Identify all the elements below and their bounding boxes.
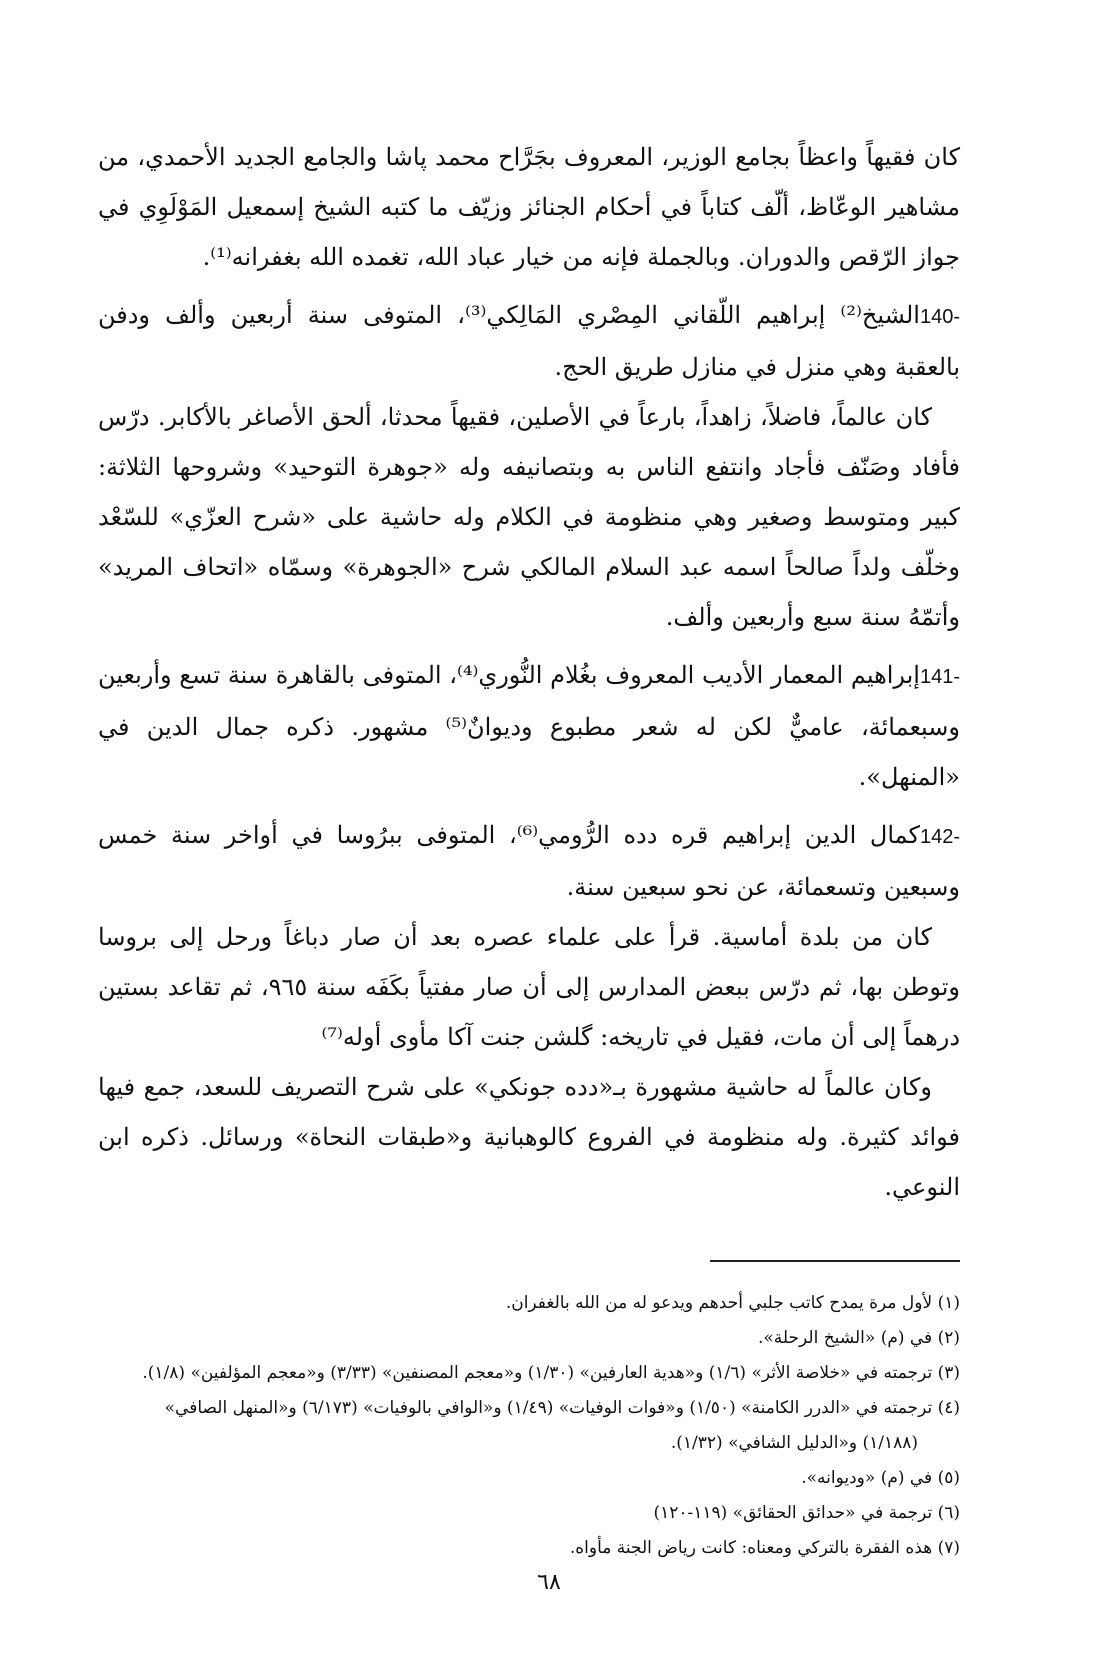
entry-140 xyxy=(98,290,960,392)
footnote: (٦) ترجمة في «حدائق الحقائق» (١١٩-١٢٠) xyxy=(653,1503,960,1523)
entry-141 xyxy=(98,650,960,802)
page-number: ٦٨ xyxy=(537,1570,561,1595)
footnotes xyxy=(98,1286,960,1566)
footnote: (٢) في (م) «الشيخ الرحلة». xyxy=(757,1328,960,1348)
footnote-continued: (١/١٨٨) و«الدليل الشافي» (١/٣٢). xyxy=(670,1433,918,1453)
entry-142 xyxy=(98,810,960,912)
footnote: (٧) هذه الفقرة بالتركي ومعناه: كانت رياض الجنة مأواه. xyxy=(569,1538,960,1558)
paragraph: كان عالماً، فاضلاً، زاهداً، بارعاً في الأصلين، فقيهاً محدثا، ألحق الأصاغر بالأكابر. درّس فأفاد وصَنّف فأجاد وانتفع الناس به وبتصانيفه وله «جوهرة التوحيد» وشروحها الثلاثة: كبير ومتوسط وصغير وهي منظومة في الكلام وله حاشية على «شرح العزّي» للسّعْد وخلّف ولداً صالحاً اسمه عبد السلام المالكي شرح «الجوهرة» وسمّاه «اتحاف المريد» وأتمّهُ سنة سبع وأربعين وألف. xyxy=(98,403,960,631)
main-text xyxy=(98,132,960,1212)
entry-number: 141- xyxy=(919,666,961,688)
footnote: (٥) في (م) «وديوانه». xyxy=(801,1468,960,1488)
footnote: (٣) ترجمته في «خلاصة الأثر» (١/٦) و«هدية العارفين» (١/٣٠) و«معجم المصنفين» (٣/٣٣) و«معجم المؤلفين» (١/٨). xyxy=(142,1363,960,1383)
footnote: (٤) ترجمته في «الدرر الكامنة» (١/٥٠) و«فوات الوفيات» (١/٤٩) و«الوافي بالوفيات» (٦/١٧٣) و«المنهل الصافي» xyxy=(164,1398,960,1418)
footnote-separator xyxy=(710,1260,960,1262)
paragraph: كان من بلدة أماسية. قرأ على علماء عصره بعد أن صار دباغاً ورحل إلى بروسا وتوطن بها، ثم درّس ببعض المدارس إلى أن صار مفتياً بكَفَه سنة ٩٦٥، ثم تقاعد بستين درهماً إلى أن مات، فقيل في تاريخه: گلشن جنت آكا مأوى أوله⁽⁷⁾ xyxy=(98,923,960,1051)
entry-text: كمال الدين إبراهيم قره دده الرُّومي⁽⁶⁾، المتوفى ببرُوسا في أواخر سنة خمس وسبعين وتسعمائة، عن نحو سبعين سنة. xyxy=(98,821,960,901)
footnote: (١) لأول مرة يمدح كاتب جلبي أحدهم ويدعو له من الله بالغفران. xyxy=(505,1293,960,1313)
entry-number: 142- xyxy=(919,826,961,848)
entry-number: 140- xyxy=(919,306,961,328)
entry-text: الشيخ⁽²⁾ إبراهيم اللّقاني المِصْري المَالِكي⁽³⁾، المتوفى سنة أربعين وألف ودفن بالعقبة وهي منزل في منازل طريق الحج. xyxy=(98,301,960,381)
paragraph-continued: كان فقيهاً واعظاً بجامع الوزير، المعروف بجَرَّاح محمد پاشا والجامع الجديد الأحمدي، من مشاهير الوعّاظ، ألّف كتاباً في أحكام الجنائز وزيّف ما كتبه الشيخ إسمعيل المَوْلَوِي في جواز الرّقص والدوران. وبالجملة فإنه من خيار عباد الله، تغمده الله بغفرانه⁽¹⁾. xyxy=(98,143,960,271)
entry-text: إبراهيم المعمار الأديب المعروف بغُلام النُّوري⁽⁴⁾، المتوفى بالقاهرة سنة تسع وأربعين وسبعمائة، عاميٌّ لكن له شعر مطبوع وديوانٌ⁽⁵⁾ مشهور. ذكره جمال الدين في «المنهل». xyxy=(98,661,960,791)
paragraph: وكان عالماً له حاشية مشهورة بـ«دده جونكي» على شرح التصريف للسعد، جمع فيها فوائد كثيرة. وله منظومة في الفروع كالوهبانية و«طبقات النحاة» ورسائل. ذكره ابن النوعي. xyxy=(98,1073,960,1201)
